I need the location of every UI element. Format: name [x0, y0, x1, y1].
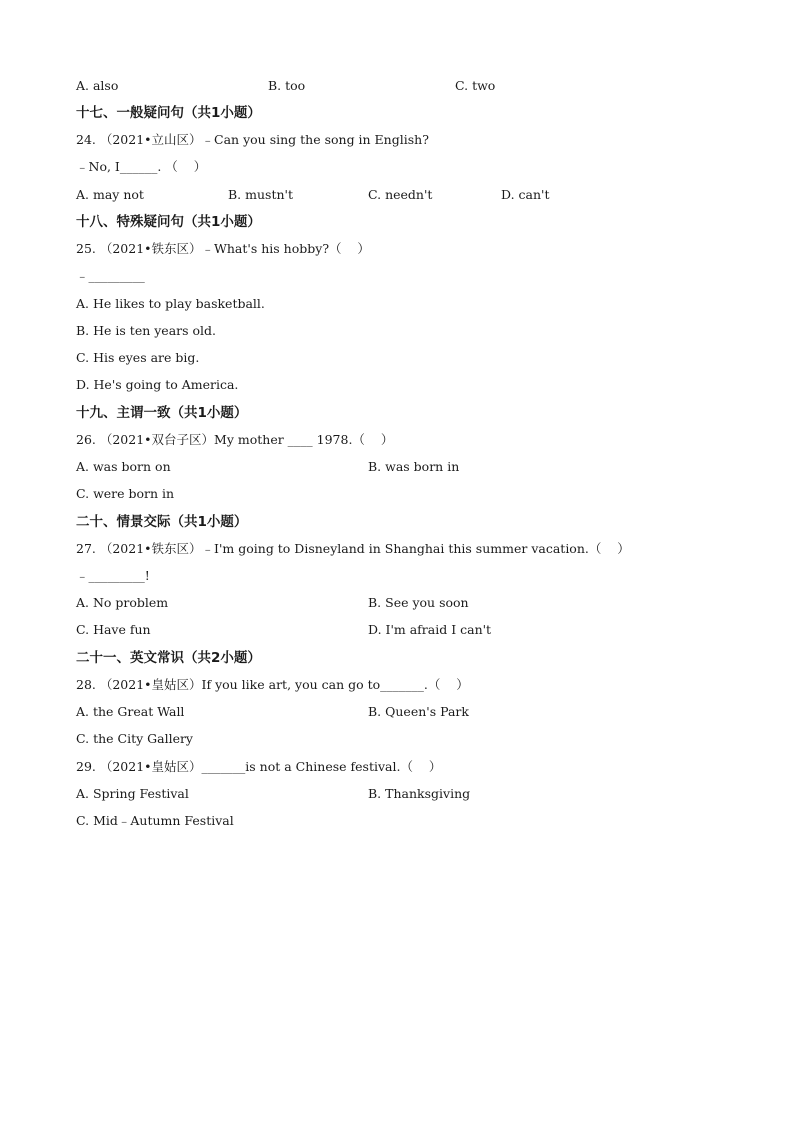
section-title-17: 十七、一般疑问句（共1小题） [76, 105, 261, 121]
q27-answer-line: ﹣_________! [76, 568, 150, 583]
q29-option-c: C. Mid﹣Autumn Festival [76, 813, 234, 828]
q25-stem: 25. （2021•铁东区）﹣What's his hobby?（ ） [76, 241, 370, 256]
q27-option-b: B. See you soon [368, 595, 469, 610]
q28-stem: 28. （2021•皇姑区）If you like art, you can go to_______.（ ） [76, 677, 469, 692]
q27-option-a: A. No problem [76, 595, 169, 610]
q27-option-c: C. Have fun [76, 622, 151, 637]
q23-option-a: A. also [76, 78, 119, 93]
q23-option-c: C. two [455, 78, 496, 93]
section-title-20: 二十、情景交际（共1小题） [76, 514, 248, 530]
q23-option-b: B. too [268, 78, 306, 93]
q27-stem: 27. （2021•铁东区）﹣I'm going to Disneyland in Shanghai this summer vacation.（ ） [76, 541, 630, 556]
q28-option-b: B. Queen's Park [368, 704, 469, 719]
q27-option-d: D. I'm afraid I can't [368, 622, 492, 637]
q25-option-c: C. His eyes are big. [76, 350, 200, 365]
section-title-21: 二十一、英文常识（共2小题） [76, 650, 261, 666]
q26-option-a: A. was born on [76, 459, 171, 474]
q26-stem: 26. （2021•双台子区）My mother ____ 1978.（ ） [76, 432, 394, 447]
q25-option-d: D. He's going to America. [76, 377, 239, 392]
q24-option-b: B. mustn't [228, 187, 293, 202]
q26-option-c: C. were born in [76, 486, 175, 501]
section-title-19: 十九、主谓一致（共1小题） [76, 405, 248, 421]
q24-option-a: A. may not [76, 187, 144, 202]
q28-option-c: C. the City Gallery [76, 731, 193, 746]
q29-option-a: A. Spring Festival [76, 786, 189, 801]
q24-stem: 24. （2021•立山区）﹣Can you sing the song in English? [76, 132, 429, 147]
q25-option-a: A. He likes to play basketball. [76, 296, 265, 311]
q25-option-b: B. He is ten years old. [76, 323, 217, 338]
q29-stem: 29. （2021•皇姑区）_______is not a Chinese festival.（ ） [76, 759, 442, 774]
q29-option-b: B. Thanksgiving [368, 786, 471, 801]
q24-answer-line: ﹣No, I______. （ ） [76, 159, 207, 174]
q28-option-a: A. the Great Wall [76, 704, 185, 719]
q24-option-c: C. needn't [368, 187, 433, 202]
section-title-18: 十八、特殊疑问句（共1小题） [76, 214, 261, 230]
q26-option-b: B. was born in [368, 459, 460, 474]
q25-answer-line: ﹣_________ [76, 268, 145, 283]
q24-option-d: D. can't [501, 187, 550, 202]
